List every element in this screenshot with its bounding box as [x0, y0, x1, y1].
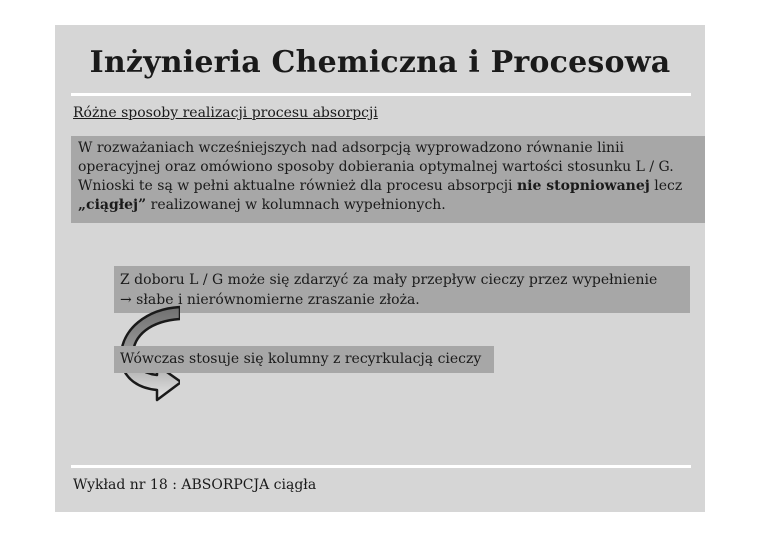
slide-footer: Wykład nr 18 : ABSORPCJA ciągła — [73, 477, 317, 493]
consequence-line-1: Z doboru L / G może się zdarzyć za mały przepływ cieczy przez wypełnienie — [120, 272, 658, 288]
intro-text-part-3: realizowanej w kolumnach wypełnionych. — [146, 197, 446, 213]
intro-text-box — [71, 136, 705, 223]
intro-text-bold-1: nie stopniowanej — [516, 178, 650, 194]
slide-title: Inżynieria Chemiczna i Procesowa — [89, 45, 671, 80]
top-divider — [71, 93, 691, 96]
consequence-text-box — [114, 266, 690, 313]
slide-subtitle: Różne sposoby realizacji procesu absorpcji — [73, 105, 378, 121]
consequence-line-2: słabe i nierównomierne zraszanie złoża. — [131, 292, 420, 308]
solution-text-box — [114, 346, 494, 373]
solution-text: Wówczas stosuje się kolumny z recyrkulacją cieczy — [120, 351, 482, 367]
intro-text-bold-2: „ciągłej” — [78, 197, 147, 213]
intro-text-part-2: lecz — [649, 178, 683, 194]
bottom-divider — [71, 465, 691, 468]
right-arrow-icon: → — [120, 292, 132, 308]
slide — [55, 25, 705, 512]
intro-text-part-1: W rozważaniach wcześniejszych nad adsorpcją wyprowadzono równanie linii operacyjnej oraz omówiono sposoby dobierania optymalnej wartości stosunku L / G. Wnioski te są w pełni aktualne również dla procesu absorpcji — [78, 140, 674, 194]
